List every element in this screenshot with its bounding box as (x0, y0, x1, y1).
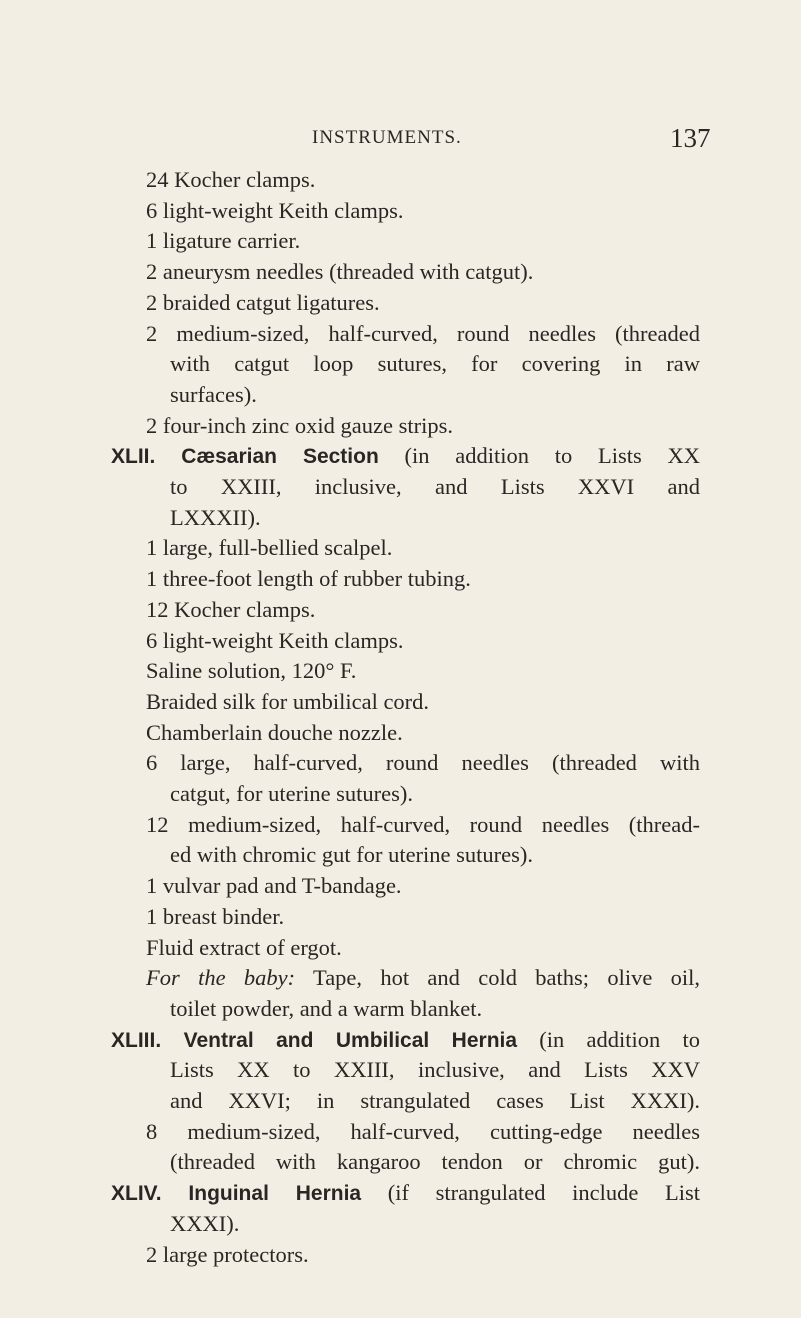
text-line: Fluid extract of ergot. (146, 935, 342, 960)
text-line: 1 breast binder. (146, 904, 285, 929)
text-line: XXXI). (170, 1211, 240, 1236)
text-line: 6 light-weight Keith clamps. (146, 628, 404, 653)
text-line: 6 large, half-curved, round needles (threaded with (146, 750, 700, 775)
text-line: to XXIII, inclusive, and Lists XXVI and (170, 474, 700, 499)
text-line: and XXVI; in strangulated cases List XXXI). (170, 1088, 700, 1113)
text-line: ed with chromic gut for uterine sutures). (170, 842, 534, 867)
text-line: Chamberlain douche nozzle. (146, 720, 403, 745)
running-head (0, 118, 801, 158)
list-heading: XLIII. Ventral and Umbilical Hernia (111, 1029, 518, 1052)
text-line: 1 ligature carrier. (146, 228, 301, 253)
line-text: (in addition to (517, 1027, 700, 1052)
text-line: catgut, for uterine sutures). (170, 781, 414, 806)
page-number: 137 (670, 123, 711, 153)
text-line: 2 braided catgut ligatures. (146, 290, 380, 315)
text-line: with catgut loop sutures, for covering in raw (170, 351, 700, 376)
running-title: INSTRUMENTS. (312, 127, 462, 148)
line-text: Tape, hot and cold baths; olive oil, (295, 965, 701, 990)
text-line: 8 medium-sized, half-curved, cutting-edge needles (146, 1119, 700, 1144)
italic-lead: For the baby: (146, 965, 296, 990)
text-line: 2 large protectors. (146, 1242, 309, 1267)
text-line: 2 aneurysm needles (threaded with catgut). (146, 259, 534, 284)
text-line: LXXXII). (170, 505, 261, 530)
text-line: toilet powder, and a warm blanket. (170, 996, 483, 1021)
text-line (111, 1025, 700, 1055)
list-heading: XLIV. Inguinal Hernia (111, 1182, 362, 1205)
text-line: 2 four-inch zinc oxid gauze strips. (146, 413, 453, 438)
text-line: 12 medium-sized, half-curved, round needles (thread- (146, 812, 700, 837)
text-line: Lists XX to XXIII, inclusive, and Lists XXV (170, 1057, 700, 1082)
text-line (111, 441, 700, 471)
text-line: 1 vulvar pad and T-bandage. (146, 873, 402, 898)
text-line: (threaded with kangaroo tendon or chromic gut). (170, 1149, 700, 1174)
text-line (146, 963, 700, 993)
text-line: 1 three-foot length of rubber tubing. (146, 566, 471, 591)
text-line: 1 large, full-bellied scalpel. (146, 535, 393, 560)
text-line: Saline solution, 120° F. (146, 658, 357, 683)
text-line: 6 light-weight Keith clamps. (146, 198, 404, 223)
text-line: 2 medium-sized, half-curved, round needles (threaded (146, 321, 700, 346)
text-line: Braided silk for umbilical cord. (146, 689, 430, 714)
line-text: (in addition to Lists XX (378, 443, 700, 468)
text-line: 24 Kocher clamps. (146, 167, 316, 192)
text-line (111, 1178, 700, 1208)
text-line: 12 Kocher clamps. (146, 597, 316, 622)
text-line: surfaces). (170, 382, 257, 407)
list-heading: XLII. Cæsarian Section (111, 445, 379, 468)
line-text: (if strangulated include List (361, 1180, 700, 1205)
